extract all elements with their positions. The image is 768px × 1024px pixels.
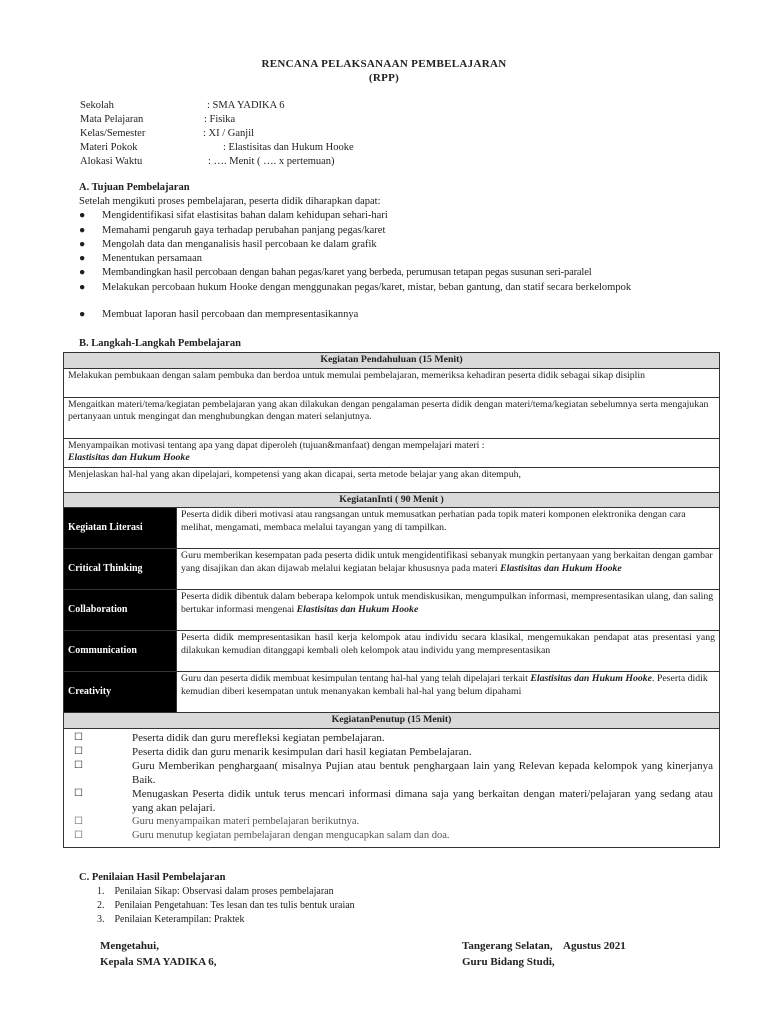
- identity-value: : SMA YADIKA 6: [207, 100, 285, 111]
- bullet-icon: ●: [79, 267, 86, 278]
- objective-item: ● Melakukan percobaan hukum Hooke dengan menggunakan pegas/karet, mistar, beban gantung, dan statif secara berkelompok: [79, 282, 632, 293]
- table-row: Critical Thinking Guru memberikan kesempatan pada peserta didik untuk mengidentifikasi sebanyak mungkin pertanyaan yang berkaitan dengan gambar yang disajikan dan akan dijawab melalui kegiatan belajar khususnya pada materi Elastisitas dan Hukum Hooke: [64, 549, 720, 590]
- bullet-icon: ●: [79, 253, 86, 264]
- table-section-header: [64, 713, 720, 729]
- assessment-item: 3. Penilaian Keterampilan: Praktek: [97, 914, 245, 925]
- bullet-icon: ●: [79, 225, 86, 236]
- list-item: ☐ Menugaskan Peserta didik untuk terus mencari informasi dimana saja yang berkaitan dengan materi/pelajaran yang sedang atau yang akan pelajari.: [74, 787, 713, 814]
- section-a-intro: Setelah mengikuti proses pembelajaran, peserta didik diharapkan dapat:: [79, 196, 381, 207]
- emphasis-text: Elastisitas dan Hukum Hooke: [68, 452, 190, 463]
- objective-item: ● Menentukan persamaan: [79, 253, 203, 264]
- table-row: Menyampaikan motivasi tentang apa yang dapat diperoleh (tujuan&manfaat) dengan mempelajari materi : Elastisitas dan Hukum Hooke: [64, 438, 720, 467]
- identity-label: Mata Pelajaran: [80, 114, 144, 125]
- bullet-icon: ●: [79, 239, 86, 250]
- table-section-header: [64, 492, 720, 508]
- emphasis-text: Elastisitas dan Hukum Hooke: [296, 603, 419, 615]
- section-c-heading: C. Penilaian Hasil Pembelajaran: [79, 872, 226, 883]
- closing-activity-list: [64, 728, 720, 847]
- table-row: Menjelaskan hal-hal yang akan dipelajari, kompetensi yang akan dicapai, serta metode belajar yang akan ditempuh,: [64, 467, 720, 492]
- objective-item: ● Mengidentifikasi sifat elastisitas bahan dalam kehidupan sehari-hari: [79, 210, 388, 221]
- section-b-heading: B. Langkah-Langkah Pembelajaran: [79, 338, 241, 349]
- bullet-icon: ●: [79, 210, 86, 221]
- signature-right-line1: Tangerang Selatan, Agustus 2021: [462, 940, 626, 952]
- signature-left-line1: Mengetahui,: [100, 940, 159, 952]
- activity-label: Kegiatan Literasi: [64, 508, 177, 549]
- checkbox-icon: ☐: [74, 759, 83, 771]
- identity-label: Materi Pokok: [80, 142, 138, 153]
- learning-steps-table: [63, 352, 720, 848]
- checkbox-icon: ☐: [74, 731, 83, 743]
- objective-item: ● Membuat laporan hasil percobaan dan mempresentasikannya: [79, 309, 359, 320]
- signature-right-line2: Guru Bidang Studi,: [462, 956, 555, 968]
- identity-label: Kelas/Semester: [80, 128, 146, 139]
- objective-item: ● Memahami pengaruh gaya terhadap perubahan panjang pegas/karet: [79, 225, 386, 236]
- checkbox-icon: ☐: [74, 787, 83, 799]
- table-row: Collaboration Peserta didik dibentuk dalam beberapa kelompok untuk mendiskusikan, mengumpulkan informasi, mempresentasikan ulang, dan saling bertukar informasi mengenai Elastisitas dan Hukum Hooke: [64, 590, 720, 631]
- intro-activity-header: Kegiatan Pendahuluan (15 Menit): [64, 353, 720, 369]
- emphasis-text: Elastisitas dan Hukum Hooke: [530, 673, 652, 684]
- list-item: ☐ Guru Memberikan penghargaan( misalnya Pujian atau bentuk penghargaan lain yang Relevan kepada kelompok yang kinerjanya Baik.: [74, 759, 713, 786]
- identity-label: Sekolah: [80, 100, 114, 111]
- list-item: ☐ Guru menyampaikan materi pembelajaran berikutnya.: [74, 815, 360, 827]
- table-row: Melakukan pembukaan dengan salam pembuka dan berdoa untuk memulai pembelajaran, memeriksa kehadiran peserta didik sebagai sikap disiplin: [64, 368, 720, 397]
- activity-label: Creativity: [64, 672, 177, 713]
- identity-value: : …. Menit ( …. x pertemuan): [208, 156, 335, 167]
- activity-label: Collaboration: [64, 590, 177, 631]
- identity-label: Alokasi Waktu: [80, 156, 143, 167]
- closing-activity-header: KegiatanPenutup (15 Menit): [64, 713, 720, 729]
- table-row: Mengaitkan materi/tema/kegiatan pembelajaran yang akan dilakukan dengan pengalaman peserta didik dengan materi/tema/kegiatan sebelumnya serta mengajukan pertanyaan untuk mengingat dan menghubungkan dengan materi selanjutnya.: [64, 397, 720, 438]
- identity-row: [0, 100, 768, 114]
- activity-label: Communication: [64, 631, 177, 672]
- identity-value: : Elastisitas dan Hukum Hooke: [223, 142, 354, 153]
- emphasis-text: Elastisitas dan Hukum Hooke: [500, 562, 622, 574]
- activity-label: Critical Thinking: [64, 549, 177, 590]
- identity-row: [0, 114, 768, 128]
- table-section-header: [64, 353, 720, 369]
- list-item: ☐ Guru menutup kegiatan pembelajaran dengan mengucapkan salam dan doa.: [74, 829, 450, 841]
- assessment-item: 2. Penilaian Pengetahuan: Tes lesan dan tes tulis bentuk uraian: [97, 900, 355, 911]
- core-activity-header: KegiatanInti ( 90 Menit ): [64, 492, 720, 508]
- section-a-heading: A. Tujuan Pembelajaran: [79, 182, 190, 193]
- list-item: ☐ Peserta didik dan guru menarik kesimpulan dari hasil kegiatan Pembelajaran.: [74, 745, 472, 758]
- checkbox-icon: ☐: [74, 829, 83, 841]
- table-row: Kegiatan Literasi Peserta didik diberi motivasi atau rangsangan untuk memusatkan perhatian pada topik materi komponen elektronika dengan cara melihat, mengamati, membaca melalui tayangan yang di tampilkan.: [64, 508, 720, 549]
- table-row: [64, 728, 720, 847]
- assessment-item: 1. Penilaian Sikap: Observasi dalam proses pembelajaran: [97, 886, 334, 897]
- checkbox-icon: ☐: [74, 815, 83, 827]
- table-row: Creativity Guru dan peserta didik membuat kesimpulan tentang hal-hal yang telah dipelajari terkait Elastisitas dan Hukum Hooke. Peserta didik kemudian diberi kesempatan untuk menanyakan kembali hal-hal yang belum dipahami: [64, 672, 720, 713]
- table-row: Communication Peserta didik mempresentasikan hasil kerja kelompok atau individu secara klasikal, mengemukakan pendapat atas presentasi yang dilakukan kemudian ditanggapi kembali oleh kelompok atau individu yang mempresentasikan: [64, 631, 720, 672]
- objective-item: ● Membandingkan hasil percobaan dengan bahan pegas/karet yang berbeda, perumusan tetapan pegas susunan seri-paralel: [79, 267, 592, 278]
- objective-item: ● Mengolah data dan menganalisis hasil percobaan ke dalam grafik: [79, 239, 377, 250]
- bullet-icon: ●: [79, 282, 86, 293]
- list-item: ☐ Peserta didik dan guru merefleksi kegiatan pembelajaran.: [74, 731, 385, 744]
- document-title: RENCANA PELAKSANAAN PEMBELAJARAN: [261, 58, 507, 70]
- bullet-icon: ●: [79, 309, 86, 320]
- identity-value: : Fisika: [204, 114, 236, 125]
- signature-left-line2: Kepala SMA YADIKA 6,: [100, 956, 217, 968]
- identity-row: [0, 142, 768, 156]
- identity-row: [0, 128, 768, 142]
- identity-value: : XI / Ganjil: [203, 128, 255, 139]
- checkbox-icon: ☐: [74, 745, 83, 757]
- identity-row: [0, 156, 768, 170]
- document-subtitle: (RPP): [368, 72, 400, 84]
